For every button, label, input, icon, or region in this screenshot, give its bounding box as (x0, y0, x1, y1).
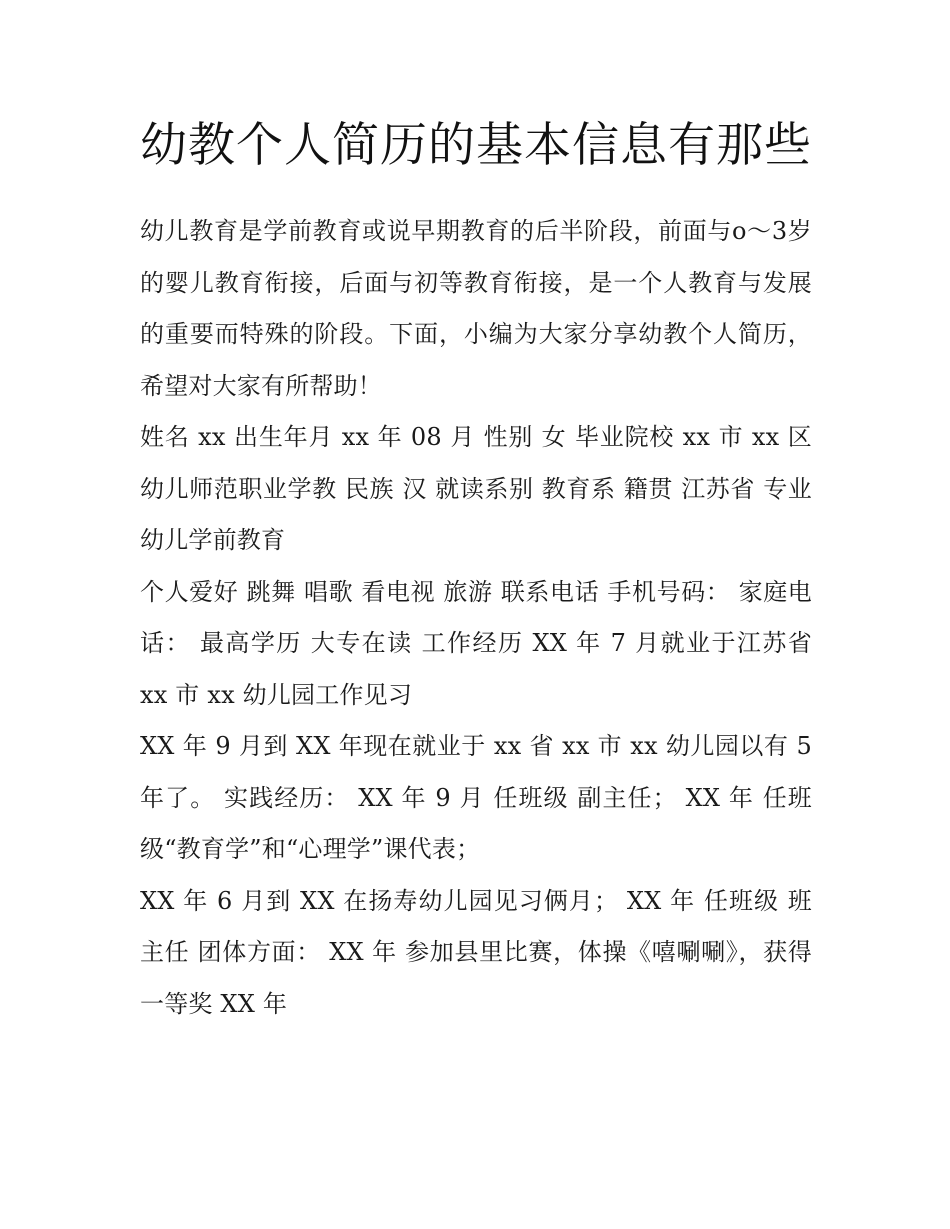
hobbies-contact-paragraph: 个人爱好 跳舞 唱歌 看电视 旅游 联系电话 手机号码： 家庭电话： 最高学历 大专在读 工作经历 XX 年 7 月就业于江苏省 xx 市 xx 幼儿园工作见习 (140, 577, 812, 709)
work-experience-paragraph: XX 年 9 月到 XX 年现在就业于 xx 省 xx 市 xx 幼儿园以有 5 年了。 实践经历： XX 年 9 月 任班级 副主任； XX 年 任班级“教育学”和“心理学”课代表； (140, 732, 812, 863)
document-page (140, 108, 812, 1030)
document-body (140, 206, 812, 1030)
intro-paragraph: 幼儿教育是学前教育或说早期教育的后半阶段，前面与o～3岁的婴儿教育衔接，后面与初等教育衔接，是一个人教育与发展的重要而特殊的阶段。下面，小编为大家分享幼教个人简历，希望对大家有所帮助！ (140, 217, 812, 400)
practice-experience-paragraph: XX 年 6 月到 XX 在扬寿幼儿园见习俩月； XX 年 任班级 班主任 团体方面： XX 年 参加县里比赛，体操《嘻唰唰》，获得一等奖 XX 年 (140, 886, 812, 1018)
document-title: 幼教个人简历的基本信息有那些 (140, 118, 812, 173)
basic-info-paragraph: 姓名 xx 出生年月 xx 年 08 月 性别 女 毕业院校 xx 市 xx 区幼儿师范职业学教 民族 汉 就读系别 教育系 籍贯 江苏省 专业 幼儿学前教育 (140, 423, 812, 554)
